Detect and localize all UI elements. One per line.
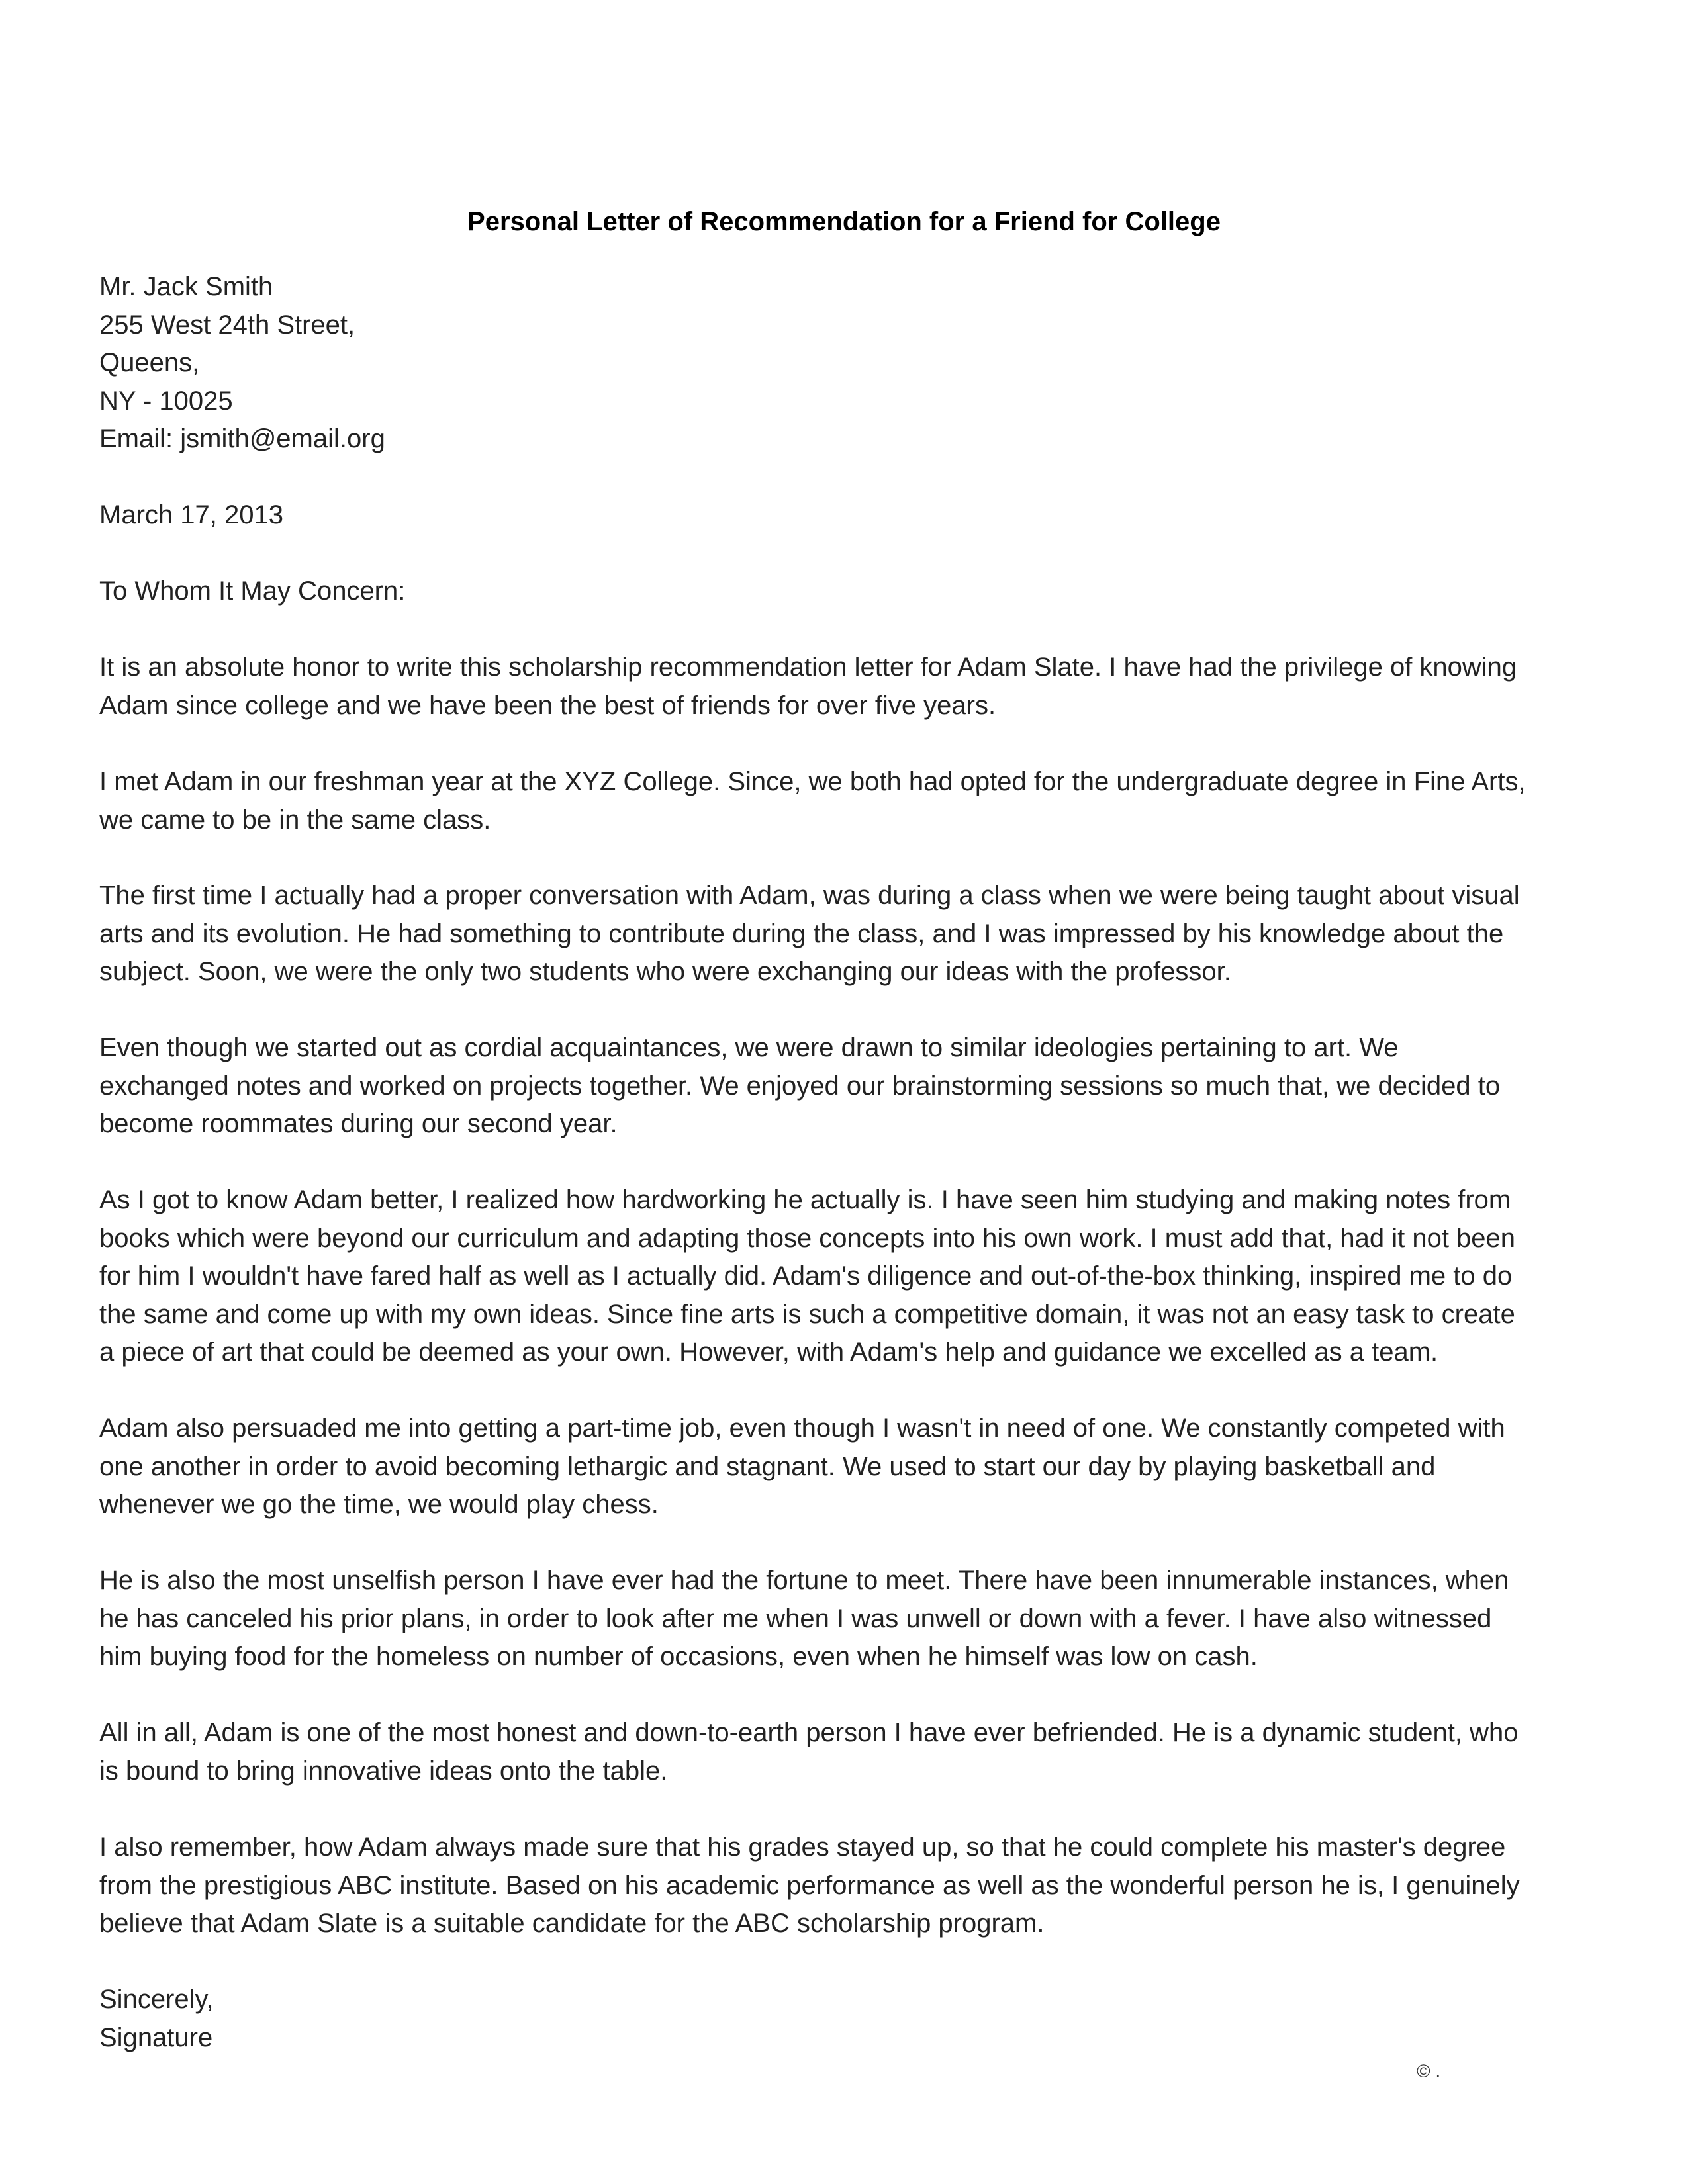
paragraph-line: arts and its evolution. He had something to contribute during the class, and I was impressed by his knowledge about the [99,919,1504,948]
sender-street: 255 West 24th Street, [99,310,355,340]
paragraph-line: whenever we go the time, we would play chess. [99,1490,659,1519]
paragraph-line: from the prestigious ABC institute. Based on his academic performance as well as the wonderful person he is, I genuinely [99,1870,1520,1900]
paragraph-line: Adam since college and we have been the best of friends for over five years. [99,690,996,720]
signature-text: Signature [99,2023,213,2052]
paragraph-line: a piece of art that could be deemed as your own. However, with Adam's help and guidance we excelled as a team. [99,1338,1438,1367]
paragraph-line: The first time I actually had a proper conversation with Adam, was during a class when we were being taught about visual [99,881,1520,910]
paragraph [99,1410,1589,1524]
closing-block [99,1981,1589,2057]
paragraph-line: I met Adam in our freshman year at the XYZ College. Since, we both had opted for the undergraduate degree in Fine Arts, [99,767,1526,796]
paragraph [99,1181,1589,1372]
letter-date: March 17, 2013 [99,500,283,529]
paragraph [99,649,1589,725]
copyright-mark: © . [1417,2061,1441,2081]
sender-city: Queens, [99,348,200,377]
paragraph-line: I also remember, how Adam always made sure that his grades stayed up, so that he could complete his master's degree [99,1833,1506,1862]
paragraph [99,1829,1589,1943]
paragraph-line: Adam also persuaded me into getting a part-time job, even though I wasn't in need of one. We constantly competed with [99,1414,1505,1443]
paragraph-line: exchanged notes and worked on projects together. We enjoyed our brainstorming sessions so much that, we decided to [99,1071,1501,1101]
paragraph-line: one another in order to avoid becoming lethargic and stagnant. We used to start our day by playing basketball and [99,1451,1436,1481]
closing-text: Sincerely, [99,1985,214,2014]
paragraph-line: for him I wouldn't have fared half as well as I actually did. Adam's diligence and out-of-the-box thinking, inspired me to do [99,1261,1513,1291]
paragraph-line: He is also the most unselfish person I have ever had the fortune to meet. There have been innumerable instances, when [99,1566,1509,1595]
paragraph-line: believe that Adam Slate is a suitable candidate for the ABC scholarship program. [99,1909,1045,1938]
paragraph-line: is bound to bring innovative ideas onto the table. [99,1756,668,1786]
paragraph-line: become roommates during our second year. [99,1109,618,1138]
sender-email: Email: jsmith@email.org [99,424,385,453]
paragraph-line: he has canceled his prior plans, in order to look after me when I was unwell or down with a fever. I have also witnessed [99,1604,1492,1633]
paragraph [99,1562,1589,1676]
paragraph-line: Even though we started out as cordial acquaintances, we were drawn to similar ideologies pertaining to art. We [99,1033,1399,1062]
sender-name: Mr. Jack Smith [99,272,273,301]
paragraph-line: books which were beyond our curriculum and adapting those concepts into his own work. I must add that, had it not been [99,1223,1516,1253]
paragraph-line: the same and come up with my own ideas. Since fine arts is such a competitive domain, it was not an easy task to create [99,1299,1515,1329]
paragraph-line: him buying food for the homeless on number of occasions, even when he himself was low on cash. [99,1642,1258,1671]
paragraph-line: It is an absolute honor to write this scholarship recommendation letter for Adam Slate. I have had the privilege of knowing [99,653,1517,682]
paragraph [99,1714,1589,1790]
sender-address [99,268,1589,459]
paragraph [99,763,1589,839]
letter-title: Personal Letter of Recommendation for a Friend for College [467,207,1221,236]
paragraph-line: All in all, Adam is one of the most honest and down-to-earth person I have ever befriended. He is a dynamic student, who [99,1718,1519,1747]
sender-state-zip: NY - 10025 [99,386,233,416]
paragraph [99,877,1589,991]
salutation: To Whom It May Concern: [99,576,406,606]
paragraph-line: subject. Soon, we were the only two students who were exchanging our ideas with the professor. [99,957,1231,986]
paragraph-line: As I got to know Adam better, I realized how hardworking he actually is. I have seen him studying and making notes from [99,1185,1511,1214]
paragraph-line: we came to be in the same class. [99,805,491,835]
paragraph [99,1029,1589,1144]
